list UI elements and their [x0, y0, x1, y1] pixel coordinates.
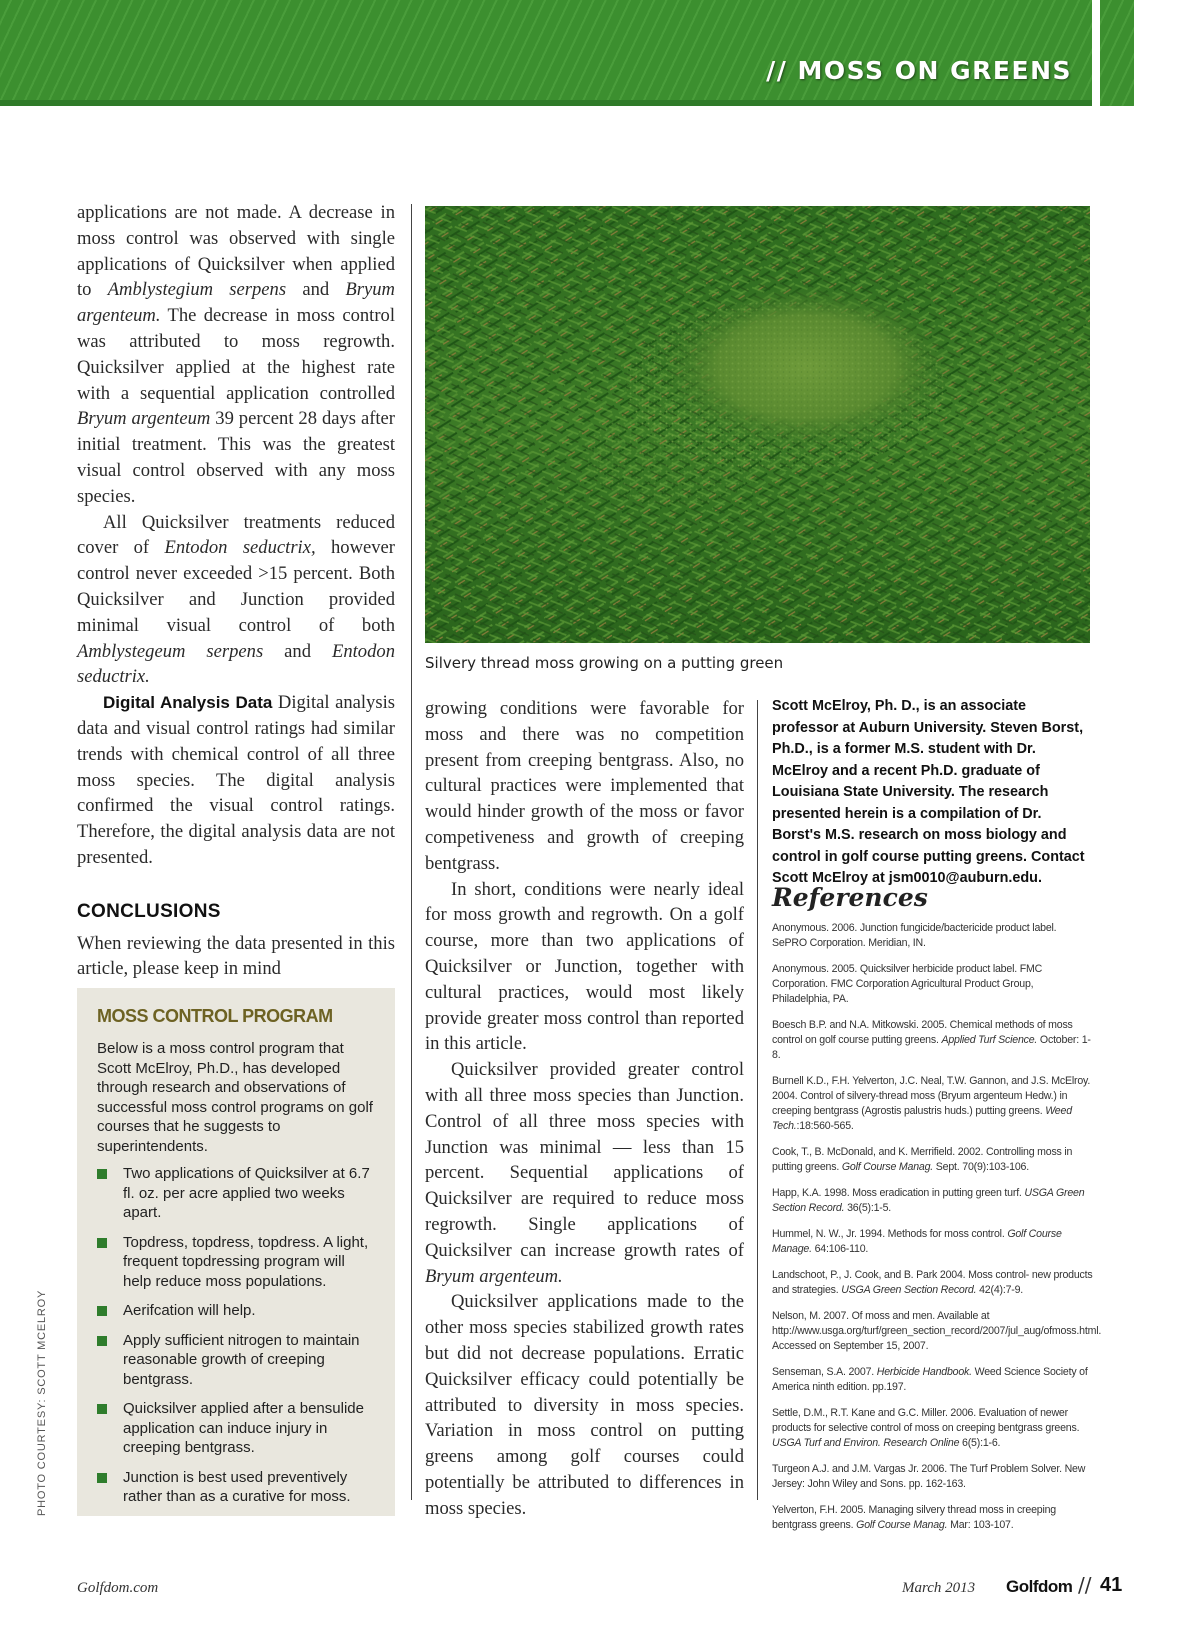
page-number: 41 [1100, 1574, 1123, 1596]
square-bullet-icon [97, 1238, 107, 1248]
reference-item: Nelson, M. 2007. Of moss and men. Available at http://www.usga.org/turf/green_section_record/2007/jul_aug/ofmoss.html. Accessed on September 15, 2007. [772, 1310, 1102, 1352]
header-band-edge [0, 100, 1092, 106]
reference-item: Anonymous. 2006. Junction fungicide/bactericide product label. SePRO Corporation. Meridian, IN. [772, 922, 1057, 949]
reference-item: Landschoot, P., J. Cook, and B. Park 2004. Moss control- new products and strategies. USGA Green Section Record. 42(4):7-9. [772, 1269, 1093, 1296]
list-item: Topdress, topdress, topdress. A light, frequent topdressing program will help reduce moss populations. [97, 1233, 375, 1292]
square-bullet-icon [97, 1404, 107, 1414]
sidebar-title: MOSS CONTROL PROGRAM [97, 1006, 333, 1026]
footer-date: March 2013 [902, 1580, 976, 1596]
paragraph: Quicksilver provided greater control with all three moss species than Junction. Control of all three moss species with Junction was minimal — less than 15 percent. Sequential applications of Quicksilver are required to reduce moss regrowth. Single applications of Quicksilver can increase growth rates of Bryum argenteum. [425, 1059, 744, 1287]
list-item: Aerifcation will help. [97, 1301, 375, 1321]
reference-item: Yelverton, F.H. 2005. Managing silvery thread moss in creeping bentgrass greens. Golf Course Manag. Mar: 103-107. [772, 1504, 1056, 1531]
column-divider [411, 204, 412, 1500]
footer-brand: Golfdom [1006, 1577, 1073, 1596]
header-band [0, 0, 1092, 106]
footer-website: Golfdom.com [77, 1580, 159, 1596]
photo-caption: Silvery thread moss growing on a putting green [425, 654, 784, 672]
references-heading: References [772, 883, 928, 912]
reference-item: Hummel, N. W., Jr. 1994. Methods for moss control. Golf Course Manage. 64:106-110. [772, 1228, 1062, 1255]
square-bullet-icon [97, 1336, 107, 1346]
list-item: Junction is best used preventively rather than as a curative for moss. [97, 1468, 375, 1507]
paragraph: Digital Analysis Data Digital analysis data and visual control ratings had similar trends with chemical control of all three moss species. The digital analysis confirmed the visual control ratings. Therefore, the digital analysis data are not presented. [77, 692, 395, 868]
column-divider [757, 700, 758, 1500]
column-2 [425, 696, 744, 1522]
reference-item: Senseman, S.A. 2007. Herbicide Handbook. Weed Science Society of America ninth edition. pp.197. [772, 1366, 1088, 1393]
conclusions-heading: CONCLUSIONS [77, 900, 221, 922]
square-bullet-icon [97, 1306, 107, 1316]
sidebar-list [97, 1164, 375, 1507]
reference-item: Boesch B.P. and N.A. Mitkowski. 2005. Chemical methods of moss control on golf course putting greens. Applied Turf Science. October: 1-8. [772, 1019, 1091, 1061]
reference-item: Happ, K.A. 1998. Moss eradication in putting green turf. USGA Green Section Record. 36(5):1-5. [772, 1187, 1085, 1214]
column-1 [77, 200, 395, 982]
paragraph: In short, conditions were nearly ideal for moss growth and regrowth. On a golf course, more than two applications of Quicksilver or Junction, together with cultural practices, would most likely provide greater moss control than reported in this article. [425, 878, 744, 1055]
paragraph: When reviewing the data presented in this article, please keep in mind [77, 932, 395, 980]
sidebar-intro: Below is a moss control program that Scott McElroy, Ph.D., has developed through research and observations of successful moss control programs on golf courses that he suggests to superintendents. [97, 1040, 373, 1155]
subheading-digital-analysis: Digital Analysis Data [103, 693, 273, 713]
paragraph: Quicksilver applications made to the other moss species stabilized growth rates but did not decrease populations. Erratic Quicksilver efficacy could potentially be attributed to diversity in moss species. Variation in moss control on putting greens among golf courses could potentially be attributed to differences in moss species. [425, 1291, 744, 1519]
author-bio: Scott McElroy, Ph. D., is an associate professor at Auburn University. Steven Borst, Ph.D., is a former M.S. student with Dr. McElroy and a recent Ph.D. graduate of Louisiana State University. The research presented herein is a compilation of Dr. Borst's M.S. research on moss biology and control in golf course putting greens. Contact Scott McElroy at jsm0010@auburn.edu. [772, 698, 1085, 886]
paragraph: applications are not made. A decrease in moss control was observed with single applications of Quicksilver when applied to Amblystegium serpens and Bryum argenteum. The decrease in moss control was attributed to moss regrowth. Quicksilver applied at the highest rate with a sequential application controlled Bryum argenteum 39 percent 28 days after initial treatment. This was the greatest visual control observed with any moss species. [77, 202, 396, 507]
reference-item: Settle, D.M., R.T. Kane and G.C. Miller. 2006. Evaluation of newer products for selective control of moss on creeping bentgrass greens. USGA Turf and Environ. Research Online 6(5):1-6. [772, 1407, 1080, 1449]
reference-item: Burnell K.D., F.H. Yelverton, J.C. Neal, T.W. Gannon, and J.S. McElroy. 2004. Control of silvery-thread moss (Bryum argenteum Hedw.) in creeping bentgrass (Agrostis palustris huds.) putting greens. Weed Tech.:18:560-565. [772, 1075, 1091, 1132]
paragraph: All Quicksilver treatments reduced cover of Entodon seductrix, however control never exceeded >15 percent. Both Quicksilver and Junction provided minimal visual control of both Amblystegeum serpens and Entodon seductrix. [77, 511, 395, 688]
reference-item: Cook, T., B. McDonald, and K. Merrifield. 2002. Controlling moss in putting greens. Golf Course Manag. Sept. 70(9):103-106. [772, 1146, 1073, 1173]
section-title: // MOSS ON GREENS [766, 56, 1072, 85]
reference-item: Turgeon A.J. and J.M. Vargas Jr. 2006. The Turf Problem Solver. New Jersey: John Wiley and Sons. pp. 162-163. [772, 1463, 1086, 1490]
header-tab [1100, 0, 1134, 106]
moss-photo [425, 206, 1090, 643]
references-list [772, 921, 1102, 1544]
paragraph: growing conditions were favorable for moss and there was no competition present from creeping bentgrass. Also, no cultural practices were implemented that would hinder growth of the moss or favor competiveness and growth of creeping bentgrass. [425, 698, 744, 874]
list-item: Two applications of Quicksilver at 6.7 fl. oz. per acre applied two weeks apart. [97, 1164, 375, 1223]
photo-credit: PHOTO COURTESY: SCOTT MCELROY [36, 1289, 48, 1516]
moss-control-sidebar [77, 988, 395, 1516]
reference-item: Anonymous. 2005. Quicksilver herbicide product label. FMC Corporation. FMC Corporation Agricultural Product Group, Philadelphia, PA. [772, 963, 1043, 1005]
footer-separator: // [1078, 1573, 1092, 1597]
list-item: Quicksilver applied after a bensulide application can induce injury in creeping bentgrass. [97, 1399, 375, 1458]
square-bullet-icon [97, 1169, 107, 1179]
list-item: Apply sufficient nitrogen to maintain reasonable growth of creeping bentgrass. [97, 1331, 375, 1390]
square-bullet-icon [97, 1473, 107, 1483]
